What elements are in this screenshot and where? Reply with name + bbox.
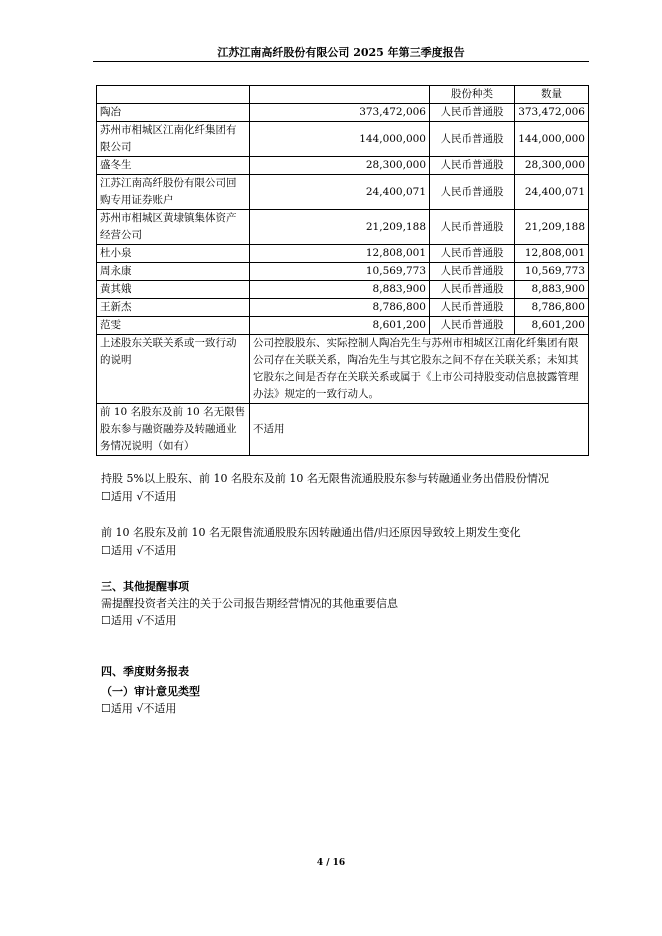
share-type-cell: 人民币普通股 [430, 157, 515, 175]
section-3-heading: 三、其他提醒事项 [101, 580, 189, 593]
table-row [97, 299, 589, 317]
share-quantity-cell: 21,209,188 [515, 210, 589, 245]
share-quantity-cell: 24,400,071 [515, 175, 589, 210]
table-row [97, 122, 589, 157]
shares-held-cell: 10,569,773 [250, 263, 430, 281]
shares-held-cell: 21,209,188 [250, 210, 430, 245]
relation-label: 上述股东关联关系或一致行动的说明 [97, 335, 250, 404]
section-4-status: ☐适用 √不适用 [101, 702, 177, 715]
share-quantity-cell: 8,786,800 [515, 299, 589, 317]
shares-held-cell: 8,786,800 [250, 299, 430, 317]
shareholder-name-cell: 范雯 [97, 317, 250, 335]
header-cell [250, 86, 430, 104]
shareholder-name-cell: 江苏江南高纤股份有限公司回购专用证券账户 [97, 175, 250, 210]
page-number: 4 / 16 [316, 858, 346, 868]
shareholder-name-cell: 苏州市相城区江南化纤集团有限公司 [97, 122, 250, 157]
header-divider [93, 61, 589, 62]
share-type-cell: 人民币普通股 [430, 122, 515, 157]
table-row [97, 175, 589, 210]
header-cell [97, 86, 250, 104]
share-quantity-cell: 144,000,000 [515, 122, 589, 157]
table-row [97, 263, 589, 281]
lending-status: ☐适用 √不适用 [101, 490, 177, 503]
shares-held-cell: 8,883,900 [250, 281, 430, 299]
shares-held-cell: 28,300,000 [250, 157, 430, 175]
share-quantity-cell: 373,472,006 [515, 104, 589, 122]
margin-trading-label: 前 10 名股东及前 10 名无限售股东参与融资融券及转融通业务情况说明（如有） [97, 404, 250, 456]
margin-trading-row [97, 404, 589, 456]
lending-change-status: ☐适用 √不适用 [101, 544, 177, 557]
shareholder-name-cell: 黄其娥 [97, 281, 250, 299]
table-row [97, 157, 589, 175]
shares-held-cell: 8,601,200 [250, 317, 430, 335]
shares-held-cell: 373,472,006 [250, 104, 430, 122]
relation-row [97, 335, 589, 404]
table-row [97, 317, 589, 335]
share-type-cell: 人民币普通股 [430, 210, 515, 245]
header-cell-quantity: 数量 [515, 86, 589, 104]
share-quantity-cell: 10,569,773 [515, 263, 589, 281]
section-4-subheading: （一）审计意见类型 [101, 685, 200, 698]
shareholder-name-cell: 苏州市相城区黄埭镇集体资产经营公司 [97, 210, 250, 245]
share-quantity-cell: 8,601,200 [515, 317, 589, 335]
shareholder-name-cell: 陶冶 [97, 104, 250, 122]
table-row [97, 245, 589, 263]
share-type-cell: 人民币普通股 [430, 299, 515, 317]
share-quantity-cell: 12,808,001 [515, 245, 589, 263]
share-type-cell: 人民币普通股 [430, 104, 515, 122]
share-type-cell: 人民币普通股 [430, 263, 515, 281]
lending-change-title: 前 10 名股东及前 10 名无限售流通股股东因转融通出借/归还原因导致较上期发生变化 [101, 526, 521, 539]
shareholders-table [96, 85, 589, 456]
shares-held-cell: 144,000,000 [250, 122, 430, 157]
section-4-heading: 四、季度财务报表 [101, 665, 189, 678]
margin-trading-text: 不适用 [250, 404, 589, 456]
section-3-status: ☐适用 √不适用 [101, 614, 177, 627]
share-type-cell: 人民币普通股 [430, 317, 515, 335]
share-type-cell: 人民币普通股 [430, 175, 515, 210]
share-type-cell: 人民币普通股 [430, 245, 515, 263]
shareholder-name-cell: 王新杰 [97, 299, 250, 317]
shareholder-name-cell: 周永康 [97, 263, 250, 281]
report-header: 江苏江南高纤股份有限公司 2025 年第三季度报告 [217, 46, 465, 59]
shares-held-cell: 24,400,071 [250, 175, 430, 210]
relation-text: 公司控股股东、实际控制人陶冶先生与苏州市相城区江南化纤集团有限公司存在关联关系，陶冶先生与其它股东之间不存在关联关系；未知其它股东之间是否存在关联关系或属于《上市公司持股变动信息披露管理办法》规定的一致行动人。 [250, 335, 589, 404]
section-3-text: 需提醒投资者关注的关于公司报告期经营情况的其他重要信息 [101, 597, 398, 610]
table-row [97, 210, 589, 245]
table-row [97, 281, 589, 299]
shareholder-name-cell: 盛冬生 [97, 157, 250, 175]
share-quantity-cell: 8,883,900 [515, 281, 589, 299]
shareholder-name-cell: 杜小泉 [97, 245, 250, 263]
header-cell-share-type: 股份种类 [430, 86, 515, 104]
shares-held-cell: 12,808,001 [250, 245, 430, 263]
share-quantity-cell: 28,300,000 [515, 157, 589, 175]
share-type-cell: 人民币普通股 [430, 281, 515, 299]
lending-paragraph-title: 持股 5%以上股东、前 10 名股东及前 10 名无限售流通股股东参与转融通业务出借股份情况 [101, 472, 549, 485]
table-row [97, 104, 589, 122]
table-header-row [97, 86, 589, 104]
